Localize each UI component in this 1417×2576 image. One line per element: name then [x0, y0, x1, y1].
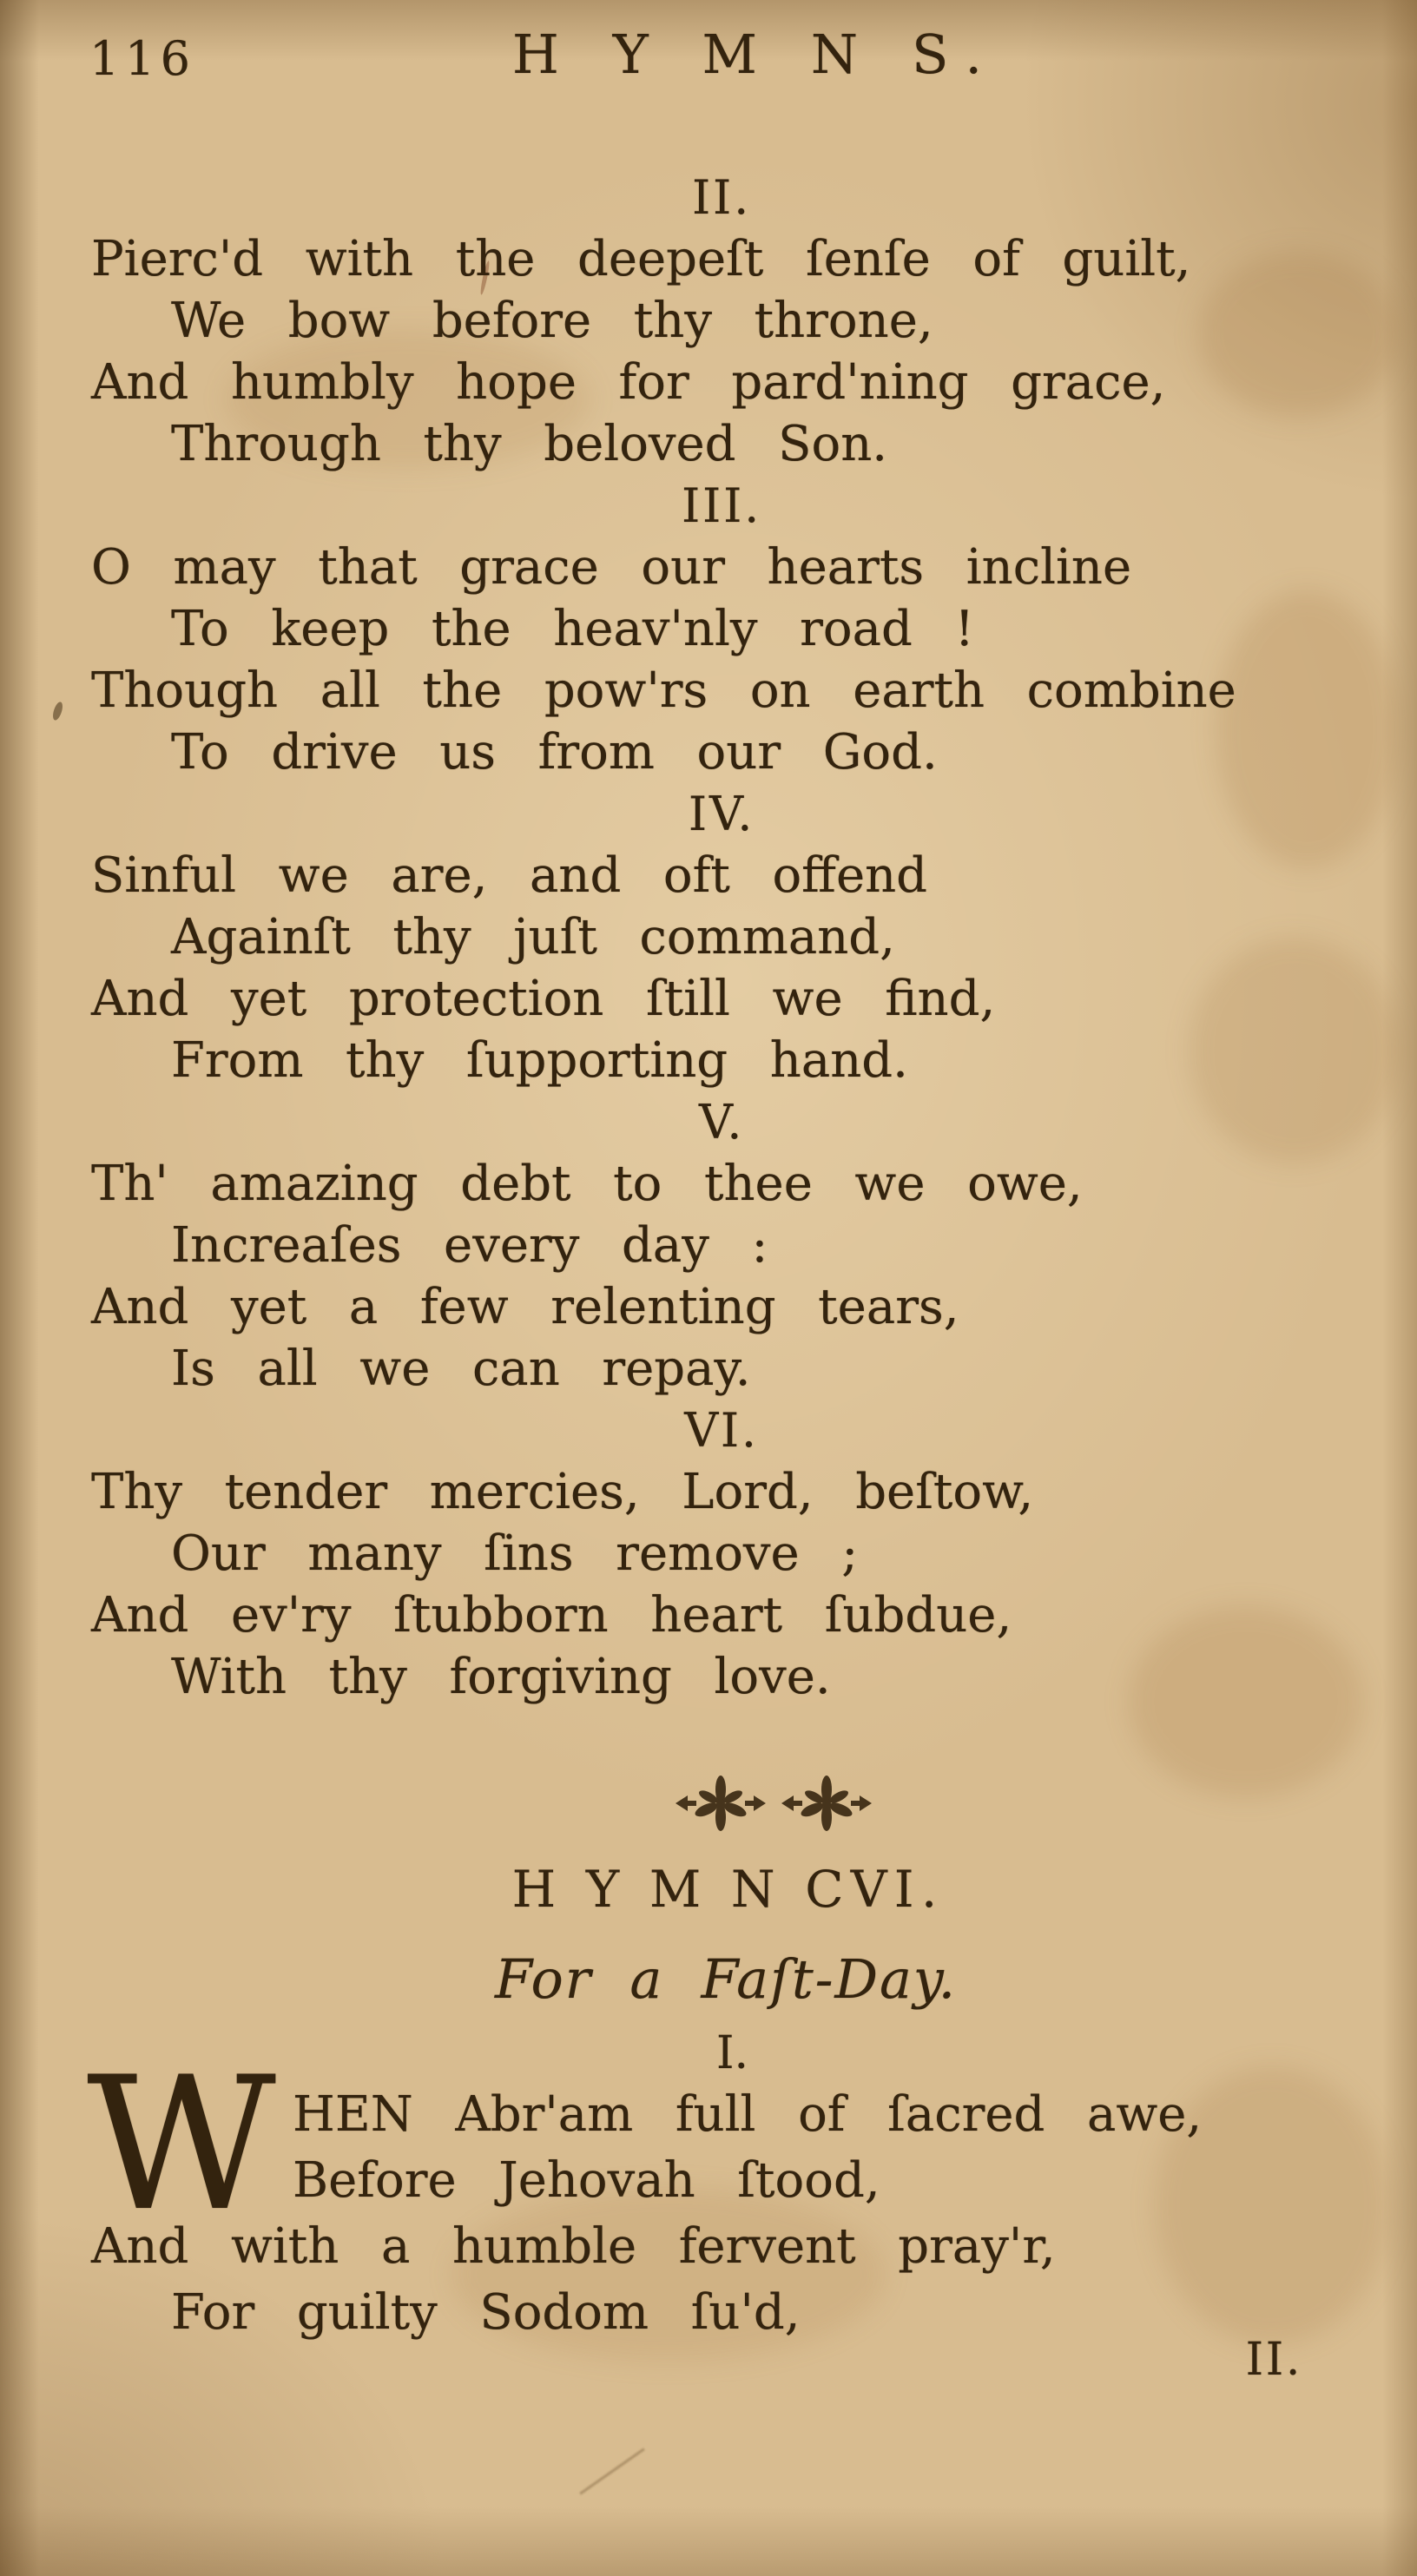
stanza-iv	[0, 783, 1417, 1091]
verse-line: To drive us from our God.	[171, 724, 938, 781]
verse-line: Through thy beloved Son.	[171, 416, 888, 472]
stanza-v	[0, 1091, 1417, 1400]
stanza-number: IV.	[688, 787, 755, 841]
stanza-iii	[0, 475, 1417, 783]
catchword: II.	[1245, 2334, 1302, 2386]
verse-line: Our many ſins remove ;	[171, 1525, 859, 1582]
stanza-number: III.	[682, 478, 761, 533]
verse-line: And humbly hope for pard'ning grace,	[91, 354, 1166, 411]
hymn-title: H Y M N CVI.	[511, 1860, 945, 1919]
stanza-vi	[0, 1400, 1417, 1708]
verse-line: And yet a few relenting tears,	[91, 1279, 959, 1335]
stanza-number: V.	[698, 1095, 745, 1150]
verse-line: Before Jehovah ſtood,	[293, 2152, 880, 2209]
hymn-subtitle: For a Faſt-Day.	[494, 1947, 958, 2011]
verse-line: With thy forgiving love.	[171, 1649, 831, 1705]
drop-cap-initial: W	[87, 2037, 276, 2251]
verse-line: Thy tender mercies, Lord, beſtow,	[91, 1464, 1034, 1520]
stanza-number: VI.	[684, 1403, 759, 1458]
verse-line: Pierc'd with the deepeſt ſenſe of guilt,	[91, 231, 1191, 287]
stanza-ii	[0, 167, 1417, 475]
stanza-number: II.	[692, 170, 751, 225]
hymn-cv-stanzas	[0, 167, 1417, 1708]
running-header: H Y M N S.	[511, 23, 1001, 86]
hymn-cvi-stanza-i	[0, 2037, 1417, 2346]
verse-line: And yet protection ſtill we find,	[91, 971, 996, 1027]
verse-line: O may that grace our hearts incline	[91, 539, 1132, 596]
verse-line: To keep the heav'nly road !	[171, 601, 974, 657]
verse-line: From thy ſupporting hand.	[171, 1032, 908, 1089]
verse-line: Againſt thy juſt command,	[171, 909, 895, 965]
verse-line: Is all we can repay.	[171, 1341, 751, 1397]
verse-line: Though all the pow'rs on earth combine	[91, 662, 1236, 719]
fold-mark	[579, 2448, 644, 2494]
stanza-number: I.	[715, 2027, 749, 2079]
fleuron-ornament-icon	[665, 1767, 882, 1848]
verse-line: Increaſes every day :	[171, 1217, 768, 1274]
page-number: 116	[89, 31, 196, 86]
verse-line: For guilty Sodom ſu'd,	[171, 2284, 801, 2341]
verse-line: We bow before thy throne,	[171, 293, 933, 349]
verse-line: And with a humble fervent pray'r,	[91, 2218, 1056, 2275]
verse-line: HEN Abr'am full of ſacred awe,	[293, 2086, 1203, 2143]
verse-line: Sinful we are, and oft offend	[91, 847, 928, 904]
verse-line: And ev'ry ſtubborn heart ſubdue,	[91, 1587, 1012, 1644]
verse-line: Th' amazing debt to thee we owe,	[91, 1156, 1083, 1212]
